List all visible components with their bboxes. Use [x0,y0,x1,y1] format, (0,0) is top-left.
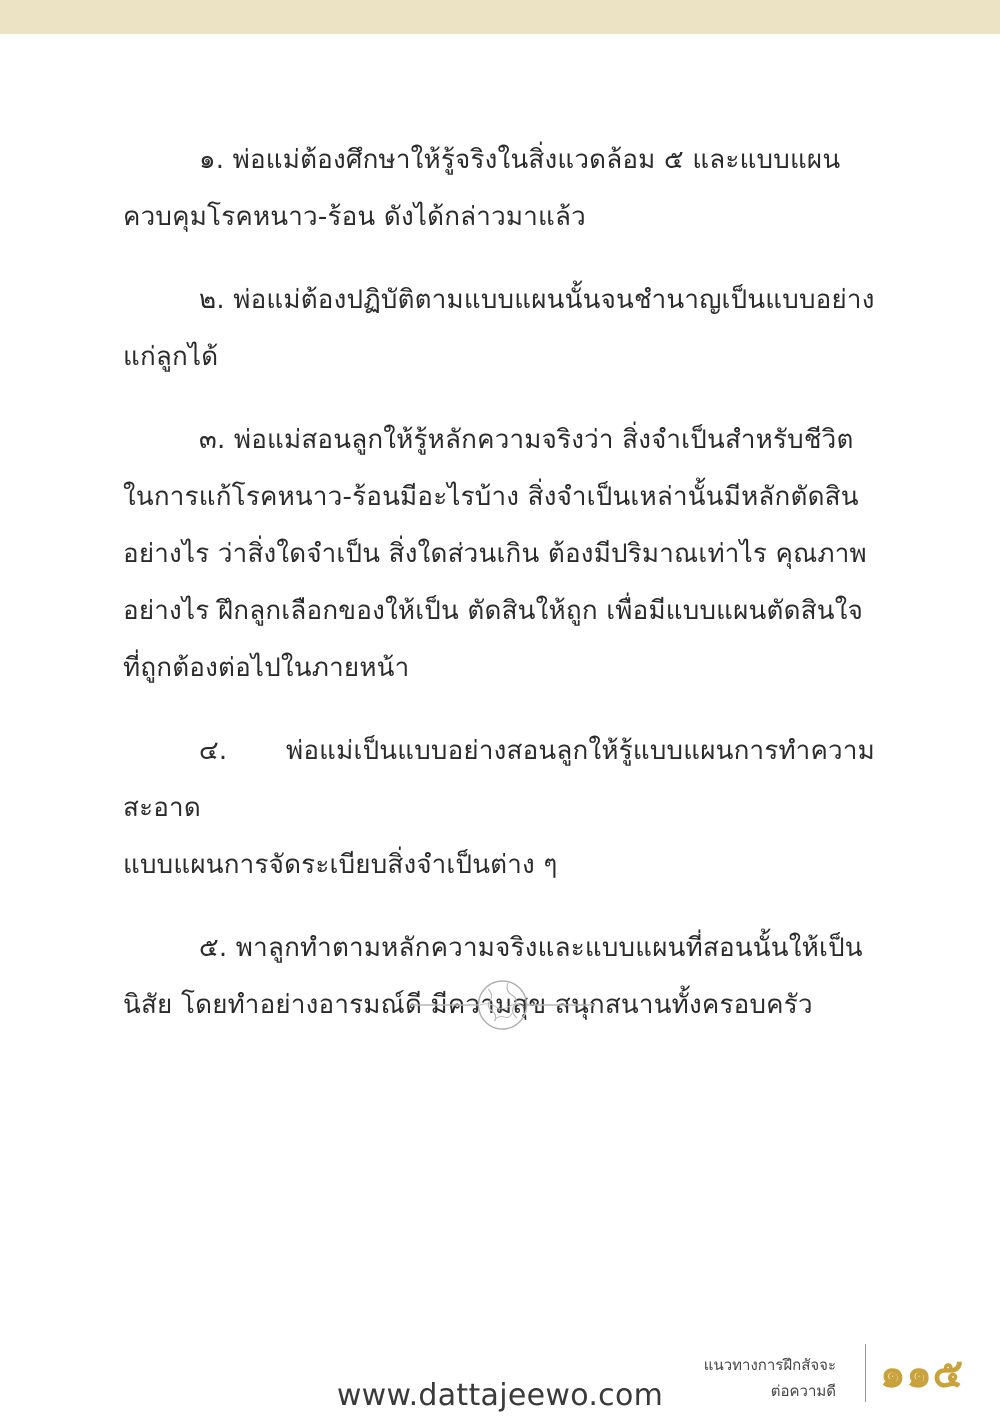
list-item [123,723,875,894]
main-content [123,132,875,1060]
book-title-line: ต่อความดี [770,1382,836,1400]
list-item [123,132,875,246]
text-line: ๓. พ่อแม่สอนลูกให้รู้หลักความจริงว่า สิ่งจำเป็นสำหรับชีวิต [199,425,854,455]
text-line: แบบแผนการจัดระเบียบสิ่งจำเป็นต่าง ๆ [123,850,558,880]
website-url: www.dattajeewo.com [336,1378,664,1413]
text-line: ๔. พ่อแม่เป็นแบบอย่างสอนลูกให้รู้แบบแผนการทำความสะอาด [123,736,875,823]
list-item [123,412,875,697]
text-line: ที่ถูกต้องต่อไปในภายหน้า [123,653,410,683]
top-decorative-band [0,0,1000,34]
text-line: ๑. พ่อแม่ต้องศึกษาให้รู้จริงในสิ่งแวดล้อม ๕ และแบบแผน [199,145,841,175]
text-line: อย่างไร ฝึกลูกเลือกของให้เป็น ตัดสินให้ถูก เพื่อมีแบบแผนตัดสินใจ [123,596,864,626]
list-item [123,272,875,386]
globe-divider-icon [410,975,595,1035]
text-line: นิสัย โดยทำอย่างอารมณ์ดี มีความสุข สนุกสนานทั้งครอบครัว [123,990,813,1020]
page-number: ๑๑๕ [880,1351,965,1397]
text-line: ในการแก้โรคหนาว-ร้อนมีอะไรบ้าง สิ่งจำเป็นเหล่านั้นมีหลักตัดสิน [123,482,859,512]
book-title-line: แนวทางการฝึกสัจจะ [703,1356,836,1374]
text-line: ควบคุมโรคหนาว-ร้อน ดังได้กล่าวมาแล้ว [123,202,586,232]
text-line: แก่ลูกได้ [123,342,219,372]
text-line: ๒. พ่อแม่ต้องปฏิบัติตามแบบแผนนั้นจนชำนาญเป็นแบบอย่าง [199,285,875,315]
text-line: ๕. พาลูกทำตามหลักความจริงและแบบแผนที่สอนนั้นให้เป็น [199,933,863,963]
text-line: อย่างไร ว่าสิ่งใดจำเป็น สิ่งใดส่วนเกิน ต้องมีปริมาณเท่าไร คุณภาพ [123,539,867,569]
